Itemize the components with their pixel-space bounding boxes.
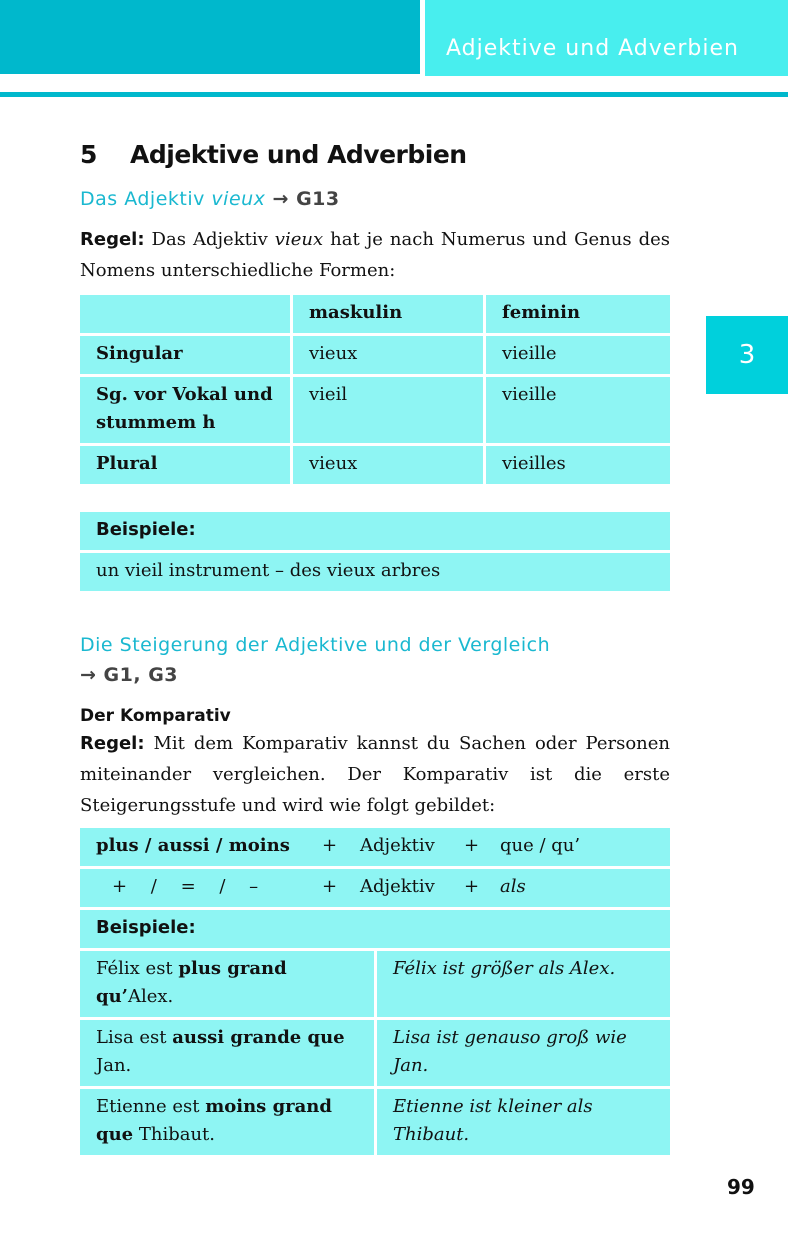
subhead-italic: vieux bbox=[211, 188, 266, 210]
rule-text: hat je nach Numerus und Genus des Nomens unterschiedliche Formen: bbox=[80, 229, 671, 281]
table-header-cell bbox=[80, 295, 290, 333]
example-fr-bold: aussi grande que bbox=[172, 1027, 345, 1048]
table-cell: vieilles bbox=[486, 446, 670, 484]
formula-part: plus / aussi / moins bbox=[96, 835, 290, 856]
formula-row-fr bbox=[80, 828, 670, 866]
examples-label: Beispiele: bbox=[80, 910, 670, 948]
rule-label: Regel: bbox=[80, 733, 145, 754]
table-header-cell: maskulin bbox=[293, 295, 483, 333]
formula-part: als bbox=[500, 876, 526, 897]
section-title bbox=[80, 140, 670, 184]
examples-label: Beispiele: bbox=[80, 512, 670, 550]
section-number: 5 bbox=[80, 140, 97, 169]
plus-sign: + bbox=[464, 876, 480, 897]
arrow-icon: → bbox=[80, 664, 104, 686]
example-de: Lisa ist genauso groß wie Jan. bbox=[393, 1027, 627, 1076]
formula-part: + / = / – bbox=[112, 876, 259, 897]
formula-part: Adjektiv bbox=[360, 876, 435, 897]
rule-label: Regel: bbox=[80, 229, 145, 250]
header-band-dark bbox=[0, 0, 420, 74]
example-de: Etienne ist kleiner als Thibaut. bbox=[393, 1096, 593, 1145]
subhead-text: Die Steigerung der Adjektive und der Vergleich bbox=[80, 634, 551, 656]
example-fr-bold: moins grand que bbox=[96, 1096, 332, 1145]
example-row bbox=[80, 951, 670, 1017]
table-cell: Singular bbox=[80, 336, 290, 374]
chapter-tab: 3 bbox=[706, 316, 788, 394]
formula-part: Adjektiv bbox=[360, 835, 435, 856]
table-header-cell: feminin bbox=[486, 295, 670, 333]
formula-row-de bbox=[80, 869, 670, 907]
formula-part: que / qu’ bbox=[500, 835, 581, 856]
example-row bbox=[80, 1089, 670, 1155]
subhead-steigerung bbox=[80, 630, 670, 690]
grammar-ref-link[interactable]: G1, G3 bbox=[103, 664, 179, 686]
subhead-vieux bbox=[80, 184, 670, 214]
example-fr: Félix est bbox=[96, 958, 179, 979]
komparativ-heading: Der Komparativ bbox=[80, 706, 231, 726]
vieux-forms-table bbox=[77, 292, 673, 487]
example-text: un vieil instrument – des vieux arbres bbox=[80, 553, 670, 591]
example-fr: Etienne est bbox=[96, 1096, 206, 1117]
table-row bbox=[80, 336, 670, 374]
table-cell: vieux bbox=[293, 336, 483, 374]
rule-komparativ bbox=[80, 728, 670, 821]
table-cell: vieux bbox=[293, 446, 483, 484]
table-header-row bbox=[80, 295, 670, 333]
example-fr-bold: plus grand qu’ bbox=[96, 958, 287, 1007]
vieux-examples-box bbox=[77, 509, 673, 594]
subhead-text: Das Adjektiv bbox=[80, 188, 212, 210]
table-cell: vieille bbox=[486, 336, 670, 374]
example-fr: Jan. bbox=[96, 1055, 132, 1076]
header-rule bbox=[0, 92, 788, 97]
table-cell: vieil bbox=[293, 377, 483, 443]
example-fr: Alex. bbox=[127, 986, 174, 1007]
page-content bbox=[80, 140, 670, 1158]
rule-italic: vieux bbox=[274, 229, 324, 250]
example-de: Félix ist größer als Alex. bbox=[393, 958, 616, 979]
rule-vieux bbox=[80, 224, 670, 286]
table-row bbox=[80, 446, 670, 484]
komparativ-table bbox=[77, 825, 673, 1158]
plus-sign: + bbox=[322, 835, 338, 856]
section-title-text: Adjektive und Adverbien bbox=[130, 140, 467, 169]
table-cell: Plural bbox=[80, 446, 290, 484]
plus-sign: + bbox=[322, 876, 338, 897]
plus-sign: + bbox=[464, 835, 480, 856]
rule-text: Mit dem Komparativ kannst du Sachen oder Personen miteinander vergleichen. Der Komparativ ist die erste Steigerungsstufe und wird wie folgt gebildet: bbox=[80, 733, 670, 816]
table-cell: Sg. vor Vokal und stummem h bbox=[80, 377, 290, 443]
arrow-icon: → bbox=[265, 188, 297, 210]
example-row bbox=[80, 1020, 670, 1086]
example-fr: Lisa est bbox=[96, 1027, 173, 1048]
example-fr: Thibaut. bbox=[133, 1124, 216, 1145]
running-title: Adjektive und Adverbien bbox=[446, 36, 739, 61]
table-cell: vieille bbox=[486, 377, 670, 443]
table-row bbox=[80, 377, 670, 443]
rule-text: Das Adjektiv bbox=[144, 229, 275, 250]
grammar-ref-link[interactable]: G13 bbox=[296, 188, 340, 210]
page-number: 99 bbox=[727, 1175, 755, 1199]
